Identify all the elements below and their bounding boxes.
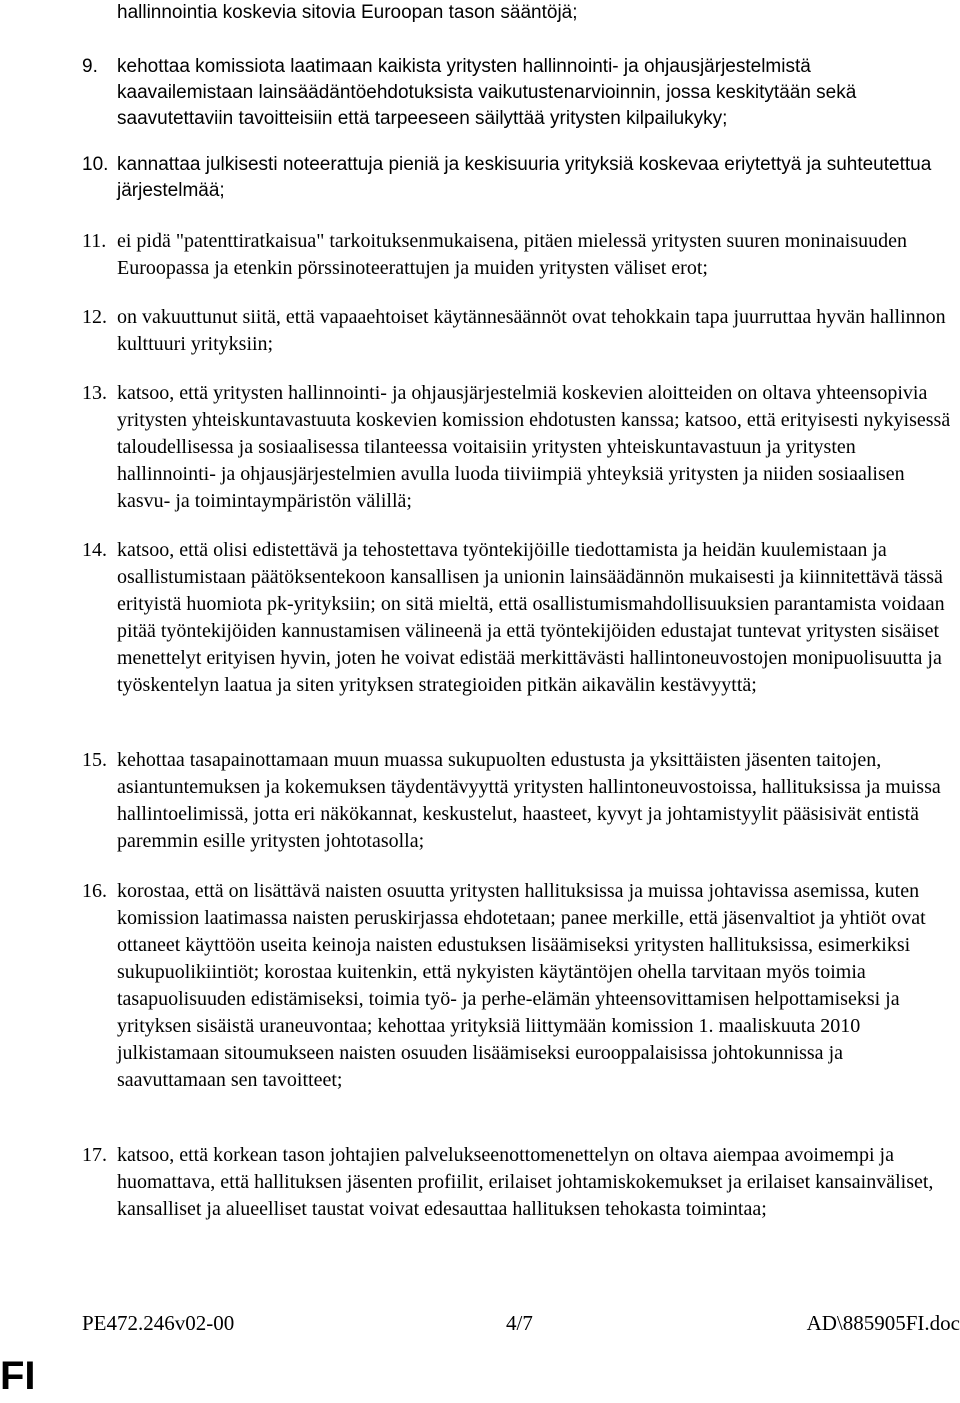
page-footer	[0, 1311, 960, 1341]
item-number: 16.	[82, 880, 107, 902]
language-code: FI	[0, 1354, 36, 1398]
list-item-9	[82, 54, 952, 132]
item-text: katsoo, että yritysten hallinnointi- ja ohjausjärjestelmiä koskevien aloitteiden on oltava yhteensopivia yritysten yhteiskuntavastuuta koskevien komission ehdotusten kanssa; katsoo, että erityisesti nykyisessä taloudellisessa ja sosiaalisessa tilanteessa voitaisiin yritysten yhteiskuntavastuun ja yritysten hallinnointi- ja ohjausjärjestelmien avulla luoda tiiviimpiä yhteyksiä yritysten ja niiden sosiaalisen kasvu- ja toimintaympäristön välillä;	[117, 382, 951, 512]
item-number: 10.	[82, 154, 109, 175]
item-number: 12.	[82, 306, 107, 328]
list-item-10	[82, 152, 952, 204]
item-text: korostaa, että on lisättävä naisten osuutta yritysten hallituksissa ja muissa johtavissa asemissa, kuten komission laatimassa naisten peruskirjassa ehdotetaan; panee merkille, että jäsenvaltiot ja yhtiöt ovat ottaneet käyttöön useita keinoja naisten edustuksen lisäämiseksi yritysten hallituksissa, esimerkiksi sukupuolikiintiöt; korostaa kuitenkin, että nykyisten käytäntöjen ohella tarvitaan myös toimia tasapuolisuuden edistämiseksi, toimia työ- ja perhe-elämän yhteensovittamisen helpottamiseksi ja yrityksen sisäistä uraneuvontaa; kehottaa yrityksiä liittymään komission 1. maaliskuuta 2010 julkistamaan sitoumukseen naisten osuuden lisäämiseksi eurooppalaisissa johtokunnissa ja saavuttamaan sen tavoitteet;	[117, 880, 926, 1091]
list-item-15	[82, 747, 952, 855]
item-number: 13.	[82, 382, 107, 404]
item-text: kehottaa tasapainottamaan muun muassa sukupuolten edustusta ja yksittäisten jäsenten taitojen, asiantuntemuksen ja kokemuksen täydentävyyttä yritysten hallintoneuvostoissa, hallituksissa ja muissa hallintoelimissä, jotta eri näkökannat, keskustelut, haasteet, kyvyt ja johtamistyylit pääsisivät entistä paremmin esille yritysten johtotasolla;	[117, 749, 941, 852]
list-item-11	[82, 228, 952, 282]
item-text: on vakuuttunut siitä, että vapaaehtoiset käytännesäännöt ovat tehokkain tapa juurruttaa hyvän hallinnon kulttuuri yrityksiin;	[117, 306, 946, 355]
item-number: 17.	[82, 1144, 107, 1166]
item-text: kannattaa julkisesti noteerattuja pieniä ja keskisuuria yrityksiä koskevaa eriytettyä ja suhteutettua järjestelmää;	[117, 154, 932, 201]
list-item-14	[82, 537, 952, 699]
item-number: 14.	[82, 539, 107, 561]
continued-text-fragment: hallinnointia koskevia sitovia Euroopan tason sääntöjä;	[117, 2, 578, 23]
footer-document-name: AD\885905FI.doc	[806, 1311, 960, 1335]
list-item-17	[82, 1142, 952, 1223]
item-text: katsoo, että korkean tason johtajien palvelukseenottomenettelyn on oltava aiempaa avoimempi ja huomattava, että hallituksen jäsenten profiilit, erilaiset johtamiskokemukset ja erilaiset kansainväliset, kansalliset ja alueelliset taustat voivat edesauttaa hallituksen tehokasta toimintaa;	[117, 1144, 934, 1220]
list-item-13	[82, 380, 952, 515]
item-text: katsoo, että olisi edistettävä ja tehostettava työntekijöille tiedottamista ja heidän kuulemistaan ja osallistumistaan päätöksentekoon kansallisen ja unionin lainsäädännön mukaisesti ja kiinnitettävä tässä erityistä huomiota pk-yrityksiin; on sitä mieltä, että osallistumismahdollisuuksien parantamista voidaan pitää työntekijöiden kannustamisen välineenä ja että työntekijöiden edustajat tuntevat yritysten sisäiset menettelyt erityisen hyvin, joten he voivat edistää merkittävästi hallintoneuvostojen monipuolisuutta ja työskentelyn laatua ja siten yrityksen strategioiden pitkän aikavälin kestävyyttä;	[117, 539, 945, 696]
list-item-12	[82, 304, 952, 358]
footer-page-number: 4/7	[506, 1311, 533, 1335]
item-text: kehottaa komissiota laatimaan kaikista yritysten hallinnointi- ja ohjausjärjestelmistä kaavailemistaan lainsäädäntöehdotuksista vaikutustenarvioinnin, jossa keskitytään sekä saavutettaviin tavoitteisiin että tarpeeseen säilyttää yritysten kilpailukyky;	[117, 56, 857, 129]
item-text: ei pidä "patenttiratkaisua" tarkoituksenmukaisena, pitäen mielessä yritysten suuren moninaisuuden Euroopassa ja etenkin pörssinoteerattujen ja muiden yritysten väliset erot;	[117, 230, 908, 279]
item-number: 9.	[82, 56, 98, 77]
item-number: 15.	[82, 749, 107, 771]
list-item-16	[82, 878, 952, 1094]
footer-reference: PE472.246v02-00	[82, 1311, 235, 1335]
item-number: 11.	[82, 230, 107, 252]
